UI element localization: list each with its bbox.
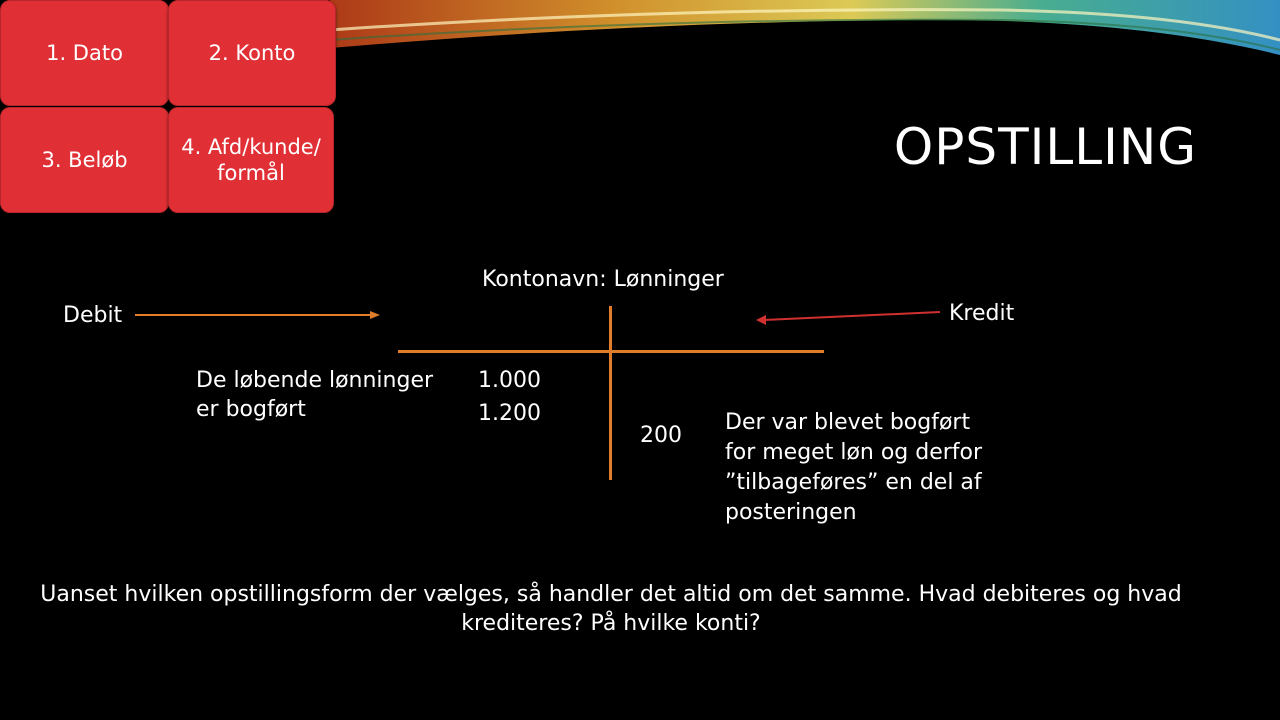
credit-note (725, 408, 982, 528)
box-dato-label: 1. Dato (46, 41, 123, 65)
credit-note-line: posteringen (725, 500, 857, 525)
bottom-line2: krediteres? På hvilke konti? (461, 611, 761, 636)
t-account-vertical-line (609, 306, 612, 480)
debit-amount-1: 1.000 (478, 368, 541, 393)
box-beloeb (0, 107, 169, 213)
slide-title: OPSTILLING (893, 118, 1197, 176)
credit-label: Kredit (949, 301, 1015, 326)
box-beloeb-label: 3. Beløb (41, 148, 128, 172)
box-konto-label: 2. Konto (208, 41, 296, 65)
credit-note-line: Der var blevet bogført (725, 410, 971, 435)
debit-note-line2: er bogført (196, 397, 306, 422)
debit-label: Debit (63, 303, 123, 328)
debit-arrow (130, 308, 386, 322)
debit-note-line1: De løbende lønninger (196, 368, 434, 393)
box-konto (168, 0, 336, 106)
credit-note-line: for meget løn og derfor (725, 440, 983, 465)
box-afd-kunde-formaal (168, 107, 334, 213)
credit-note-line: ”tilbageføres” en del af (725, 470, 982, 495)
account-name: Kontonavn: Lønninger (482, 267, 724, 292)
credit-amount: 200 (640, 423, 682, 448)
bottom-line1: Uanset hvilken opstillingsform der vælges, så handler det altid om det samme. Hvad debiteres og hvad (40, 582, 1182, 607)
credit-arrow (752, 306, 944, 326)
debit-amount-2: 1.200 (478, 401, 541, 426)
bottom-question (0, 580, 1222, 638)
box-dato (0, 0, 169, 106)
box-afd-label: 4. Afd/kunde/ formål (181, 135, 321, 185)
